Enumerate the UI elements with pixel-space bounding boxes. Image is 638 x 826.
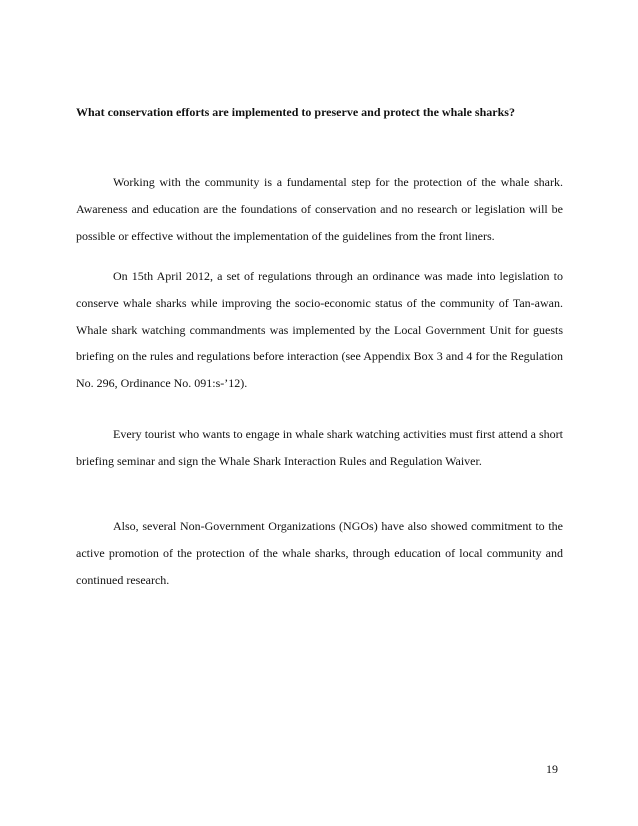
section-heading: What conservation efforts are implemented to preserve and protect the whale sharks? bbox=[76, 105, 515, 119]
page-number: 19 bbox=[546, 762, 558, 776]
paragraph-ngos: Also, several Non-Government Organizations (NGOs) have also showed commitment to the active promotion of the protection of the whale sharks, through education of local community and continued research. bbox=[76, 519, 563, 587]
paragraph-community: Working with the community is a fundamental step for the protection of the whale shark. Awareness and education are the foundations of conservation and no research or legislation will be possible or effective without the implementation of the guidelines from the front liners. bbox=[76, 175, 563, 243]
paragraph-tourist-briefing: Every tourist who wants to engage in whale shark watching activities must first attend a short briefing seminar and sign the Whale Shark Interaction Rules and Regulation Waiver. bbox=[76, 427, 563, 468]
paragraph-regulations: On 15th April 2012, a set of regulations through an ordinance was made into legislation to conserve whale sharks while improving the socio-economic status of the community of Tan-awan. Whale shark watching commandments was implemented by the Local Government Unit for guests briefing on the rules and regulations before interaction (see Appendix Box 3 and 4 for the Regulation No. 296, Ordinance No. 091:s-’12). bbox=[76, 269, 563, 391]
